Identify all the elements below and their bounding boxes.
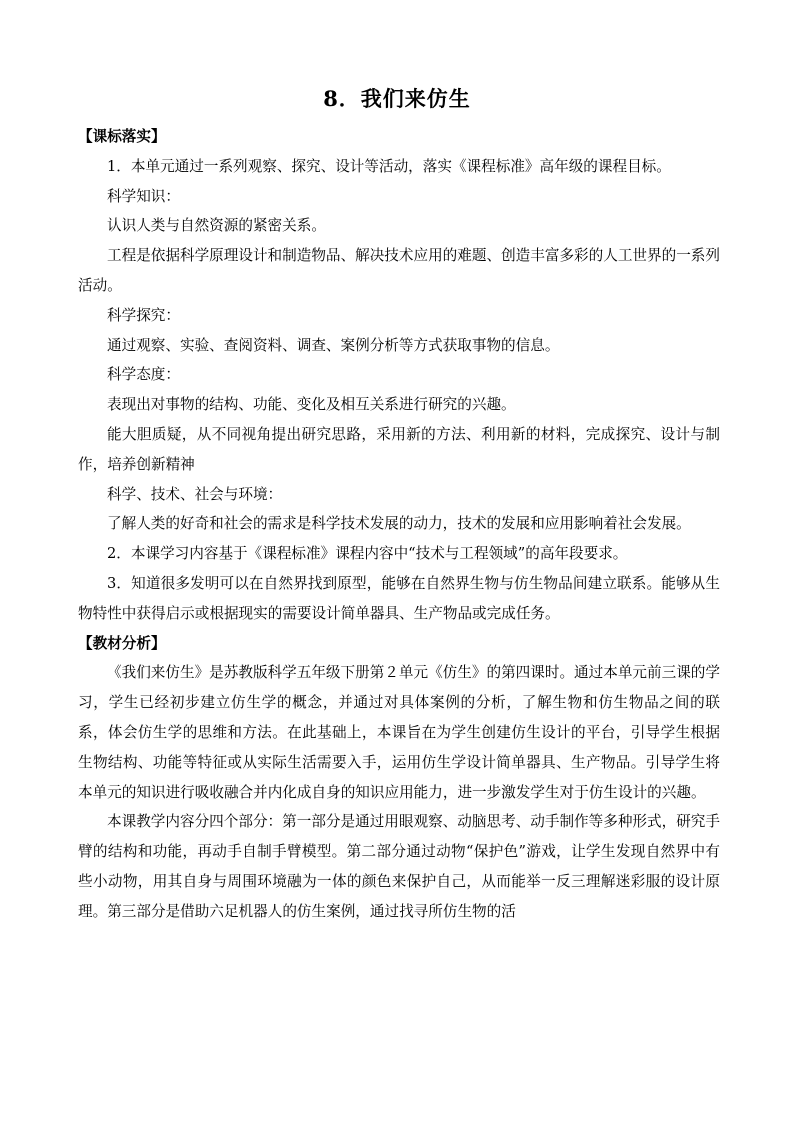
section-heading-curriculum: 【课标落实】	[78, 128, 166, 145]
paragraph: 了解人类的好奇和社会的需求是科学技术发展的动力，技术的发展和应用影响着社会发展。	[107, 515, 691, 533]
paragraph: 科学探究：	[107, 306, 180, 324]
section-heading-textbook-analysis: 【教材分析】	[78, 634, 166, 652]
paragraph: 科学态度：	[107, 366, 180, 384]
paragraph: 《我们来仿生》是苏教版科学五年级下册第２单元《仿生》的第四课时。通过本单元前三课的学习，学生已经初步建立仿生学的概念，并通过对具体案例的分析，了解生物和仿生物品之间的联系，体会仿生学的思维和方法。在此基础上，本课旨在为学生创建仿生设计的平台，引导学生根据生物结构、功能等特征或从实际生活需要入手，运用仿生学设计简单器具、生产物品。引导学生将本单元的知识进行吸收融合并内化成自身的知识应用能力，进一步激发学生对于仿生设计的兴趣。	[78, 664, 720, 801]
paragraph: 本课教学内容分四个部分：第一部分是通过用眼观察、动脑思考、动手制作等多种形式，研究手臂的结构和功能，再动手自制手臂模型。第二部分通过动物“保护色”游戏，让学生发现自然界中有些小动物，用其自身与周围环境融为一体的颜色来保护自己，从而能举一反三理解迷彩服的设计原理。第三部分是借助六足机器人的仿生案例，通过找寻所仿生物的活	[78, 813, 720, 920]
document-title: 8．我们来仿生	[323, 86, 471, 111]
paragraph: 工程是依据科学原理设计和制造物品、解决技术应用的难题、创造丰富多彩的人工世界的一系列活动。	[78, 247, 720, 294]
paragraph: 2．本课学习内容基于《课程标准》课程内容中“技术与工程领域”的高年段要求。	[107, 545, 628, 563]
paragraph: 科学、技术、社会与环境：	[107, 485, 283, 503]
paragraph: 科学知识：	[107, 187, 180, 205]
paragraph: 1．本单元通过一系列观察、探究、设计等活动，落实《课程标准》高年级的课程目标。	[107, 157, 671, 175]
paragraph: 能大胆质疑，从不同视角提出研究思路，采用新的方法、利用新的材料，完成探究、设计与制作，培养创新精神	[78, 425, 720, 473]
paragraph: 表现出对事物的结构、功能、变化及相互关系进行研究的兴趣。	[107, 396, 516, 414]
paragraph: 3．知道很多发明可以在自然界找到原型，能够在自然界生物与仿生物品间建立联系。能够从生物特性中获得启示或根据现实的需要设计简单器具、生产物品或完成任务。	[78, 574, 720, 622]
document-body	[78, 122, 720, 927]
paragraph: 通过观察、实验、查阅资料、调查、案例分析等方式获取事物的信息。	[107, 336, 560, 354]
paragraph: 认识人类与自然资源的紧密关系。	[107, 217, 326, 235]
